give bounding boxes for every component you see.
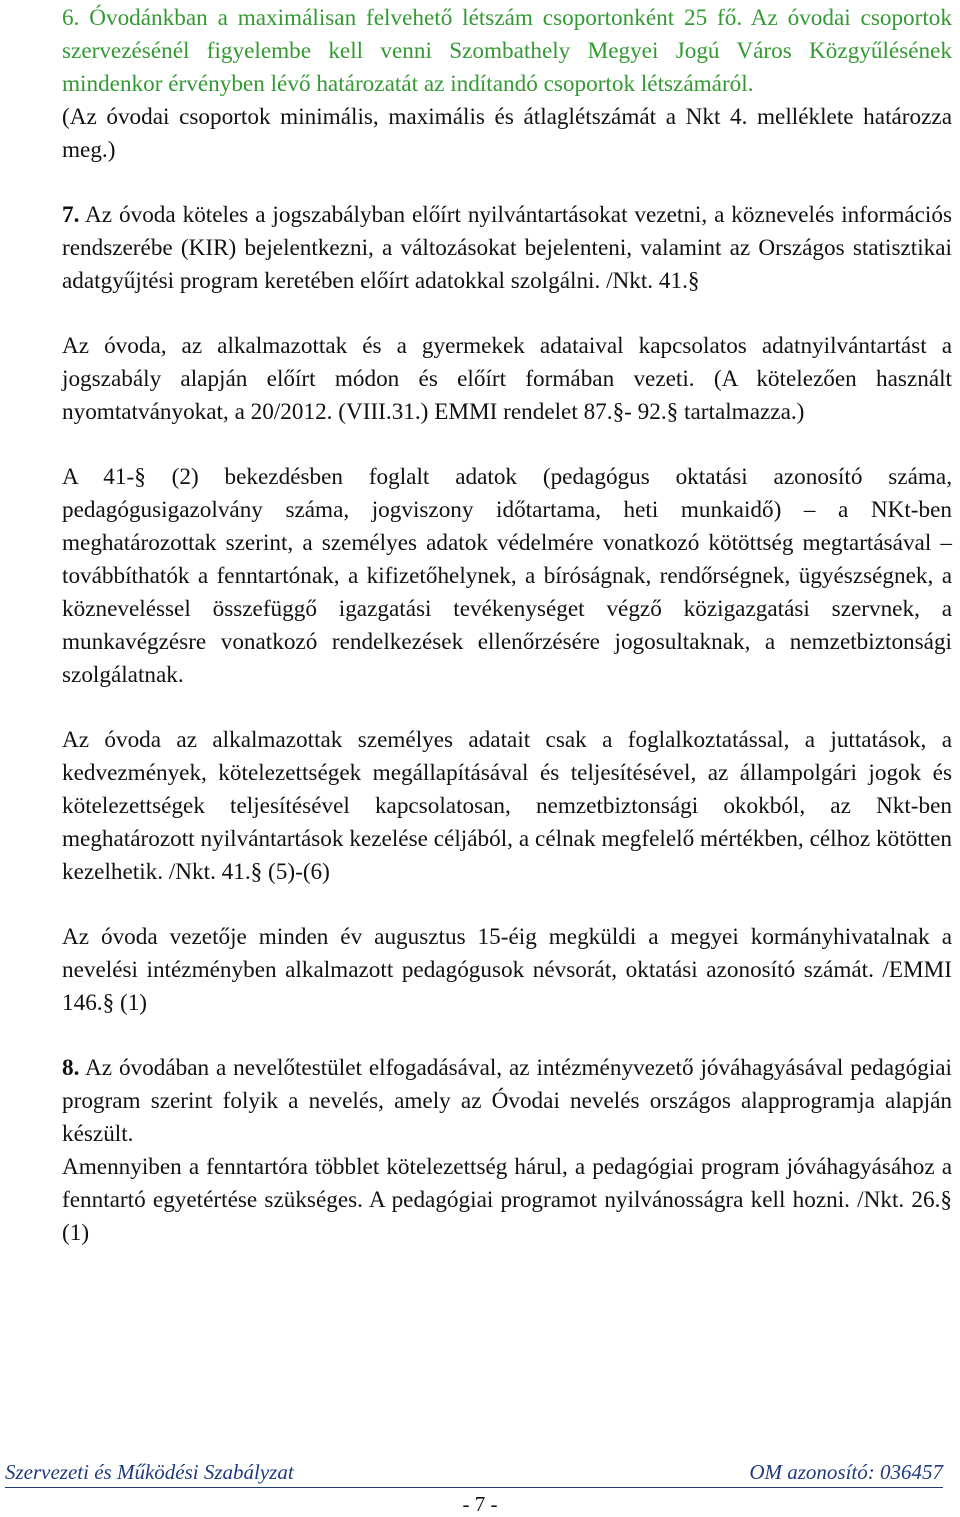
footer-document-title: Szervezeti és Működési Szabályzat xyxy=(5,1460,294,1484)
section-number-8: 8. xyxy=(62,1055,80,1081)
paragraph-annual-report: Az óvoda vezetője minden év augusztus 15-éig megküldi a megyei kormányhivatalnak a nevelési intézményben alkalmazott pedagógusok névsorát, oktatási azonosító számát. /EMMI 146.§ (1) xyxy=(62,924,952,1016)
page-number: - 7 - xyxy=(462,1492,498,1516)
paragraph-8-text: Az óvodában a nevelőtestület elfogadásával, az intézményvezető jóváhagyásával pedagógiai program szerint folyik a nevelés, amely az Óvodai nevelés országos alapprogramja alapján készült. xyxy=(62,1055,952,1147)
paragraph-6-note: (Az óvodai csoportok minimális, maximális és átlaglétszámát a Nkt 4. melléklete határozza meg.) xyxy=(62,104,952,163)
paragraph-7 xyxy=(62,199,952,298)
paragraph-data-records: Az óvoda, az alkalmazottak és a gyermekek adataival kapcsolatos adatnyilvántartást a jogszabály alapján előírt módon és előírt formában vezeti. (A kötelezően használt nyomtatványokat, a 20/2012. (VIII.31.) EMMI rendelet 87.§- 92.§ tartalmazza.) xyxy=(62,333,952,425)
footer-divider xyxy=(5,1487,943,1488)
paragraph-data-transfer: A 41-§ (2) bekezdésben foglalt adatok (pedagógus oktatási azonosító száma, pedagógusigazolvány száma, jogviszony időtartama, heti munkaidő) – a NKt-ben meghatározottak szerint, a személyes adatok védelmére vonatkozó kötöttség megtartásával – továbbíthatók a fenntartónak, a kifizetőhelynek, a bíróságnak, rendőrségnek, ügyészségnek, a közneveléssel összefüggő igazgatási tevékenységet végző közigazgatási szervnek, a munkavégzésre vonatkozó rendelkezések ellenőrzésére jogosultaknak, a nemzetbiztonsági szolgálatnak. xyxy=(62,464,952,688)
footer-om-id: OM azonosító: 036457 xyxy=(749,1460,943,1484)
section-number-6: 6. xyxy=(62,5,80,31)
section-number-7: 7. xyxy=(62,202,80,228)
paragraph-6 xyxy=(62,2,952,101)
paragraph-program-approval: Amennyiben a fenntartóra többlet kötelezettség hárul, a pedagógiai program jóváhagyásához a fenntartó egyetértése szükséges. A pedagógiai programot nyilvánosságra kell hozni. /Nkt. 26.§ (1) xyxy=(62,1154,952,1246)
paragraph-personal-data: Az óvoda az alkalmazottak személyes adatait csak a foglalkoztatással, a juttatások, a kedvezmények, kötelezettségek megállapításával és teljesítésével, az állampolgári jogok és kötelezettségek teljesítésével kapcsolatosan, nemzetbiztonsági okokból, az Nkt-ben meghatározott nyilvántartások kezelése céljából, a célnak megfelelő mértékben, célhoz kötötten kezelhetik. /Nkt. 41.§ (5)-(6) xyxy=(62,727,952,885)
paragraph-8 xyxy=(62,1052,952,1151)
paragraph-6-text: Óvodánkban a maximálisan felvehető létszám csoportonként 25 fő. Az óvodai csoportok szervezésénél figyelembe kell venni Szombathely Megyei Jogú Város Közgyűlésének mindenkor érvényben lévő határozatát az indítandó csoportok létszámáról. xyxy=(62,5,952,97)
page-content xyxy=(62,2,952,1250)
paragraph-7-text: Az óvoda köteles a jogszabályban előírt nyilvántartásokat vezetni, a köznevelés információs rendszerébe (KIR) bejelentkezni, a változásokat bejelenteni, valamint az Országos statisztikai adatgyűjtési program keretében előírt adatokkal szolgálni. /Nkt. 41.§ xyxy=(62,202,952,294)
